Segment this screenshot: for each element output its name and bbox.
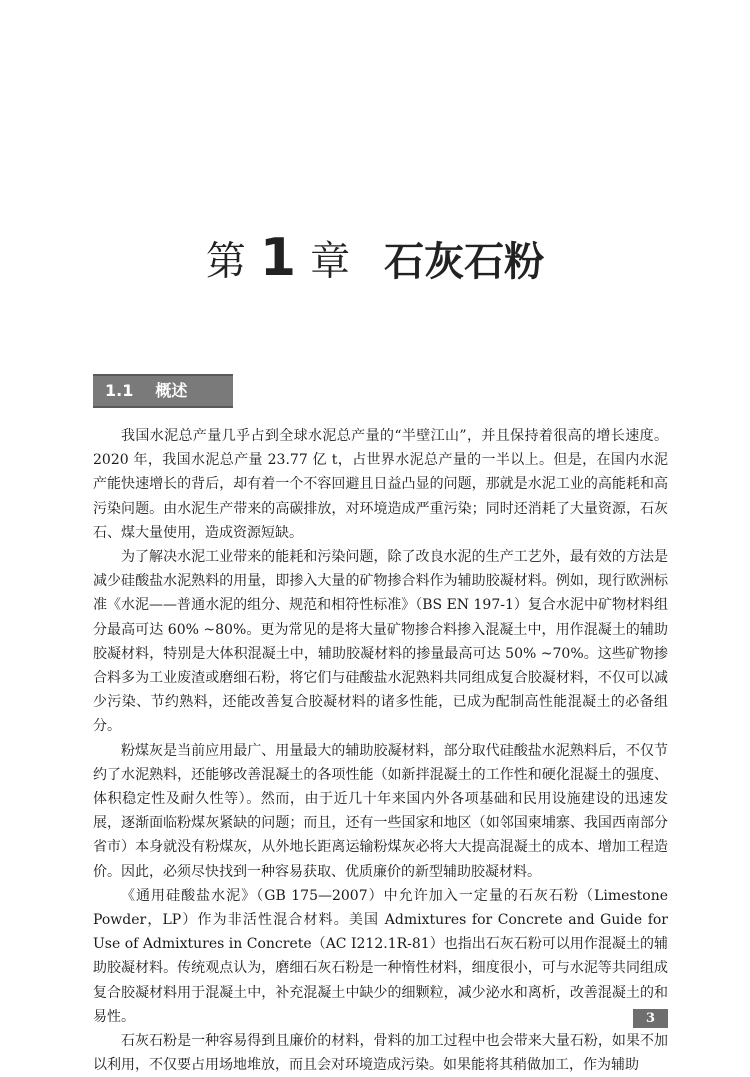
section-number: 1.1 bbox=[105, 381, 134, 400]
paragraph: 我国水泥总产量几乎占到全球水泥总产量的“半壁江山”，并且保持着很高的增长速度。2020 年，我国水泥总产量 23.77 亿 t，占世界水泥总产量的一半以上。但是，在国内水泥产能快速增长的背后，却有着一个不容回避且日益凸显的问题，那就是水泥工业的高能耗和高污染问题。由水泥生产带来的高碳排放，对环境造成严重污染；同时还消耗了大量资源，石灰石、煤大量使用，造成资源短缺。 bbox=[93, 428, 668, 541]
chapter-suffix: 章 bbox=[310, 238, 351, 285]
section-title: 概述 bbox=[155, 381, 188, 400]
chapter-heading bbox=[0, 228, 750, 288]
paragraph: 粉煤灰是当前应用最广、用量最大的辅助胶凝材料，部分取代硅酸盐水泥熟料后，不仅节约了水泥熟料，还能够改善混凝土的各项性能（如新拌混凝土的工作性和硬化混凝土的强度、体积稳定性及耐久性等）。然而，由于近几十年来国内外各项基础和民用设施建设的迅速发展，逐渐面临粉煤灰紧缺的问题；而且，还有一些国家和地区（如邻国柬埔寨、我国西南部分省市）本身就没有粉煤灰，从外地长距离运输粉煤灰必将大大提高混凝土的成本、增加工程造价。因此，必须尽快找到一种容易获取、优质廉价的新型辅助胶凝材料。 bbox=[93, 742, 668, 880]
paragraph: 石灰石粉是一种容易得到且廉价的材料，骨料的加工过程中也会带来大量石粉，如果不加以利用，不仅要占用场地堆放，而且会对环境造成污染。如果能将其稍做加工，作为辅助 bbox=[93, 1033, 668, 1074]
page-number: 3 bbox=[633, 1009, 668, 1028]
paragraph: 为了解决水泥工业带来的能耗和污染问题，除了改良水泥的生产工艺外，最有效的方法是减少硅酸盐水泥熟料的用量，即掺入大量的矿物掺合料作为辅助胶凝材料。例如，现行欧洲标准《水泥——普通水泥的组分、规范和相符性标准》（BS EN 197-1）复合水泥中矿物材料组分最高可达 60% ~80%。更为常见的是将大量矿物掺合料掺入混凝土中，用作混凝土的辅助胶凝材料，特别是大体积混凝土中，辅助胶凝材料的掺量最高可达 50% ~70%。这些矿物掺合料多为工业废渣或磨细石粉，将它们与硅酸盐水泥熟料共同组成复合胶凝材料，不仅可以减少污染、节约熟料，还能改善复合胶凝材料的诸多性能，已成为配制高性能混凝土的必备组分。 bbox=[93, 549, 668, 735]
paragraph: 《通用硅酸盐水泥》（GB 175—2007）中允许加入一定量的石灰石粉（Limestone Powder，LP）作为非活性混合材料。美国 Admixtures for Concrete and Guide for Use of Admixtures in Concrete（AC I212.1R-81）也指出石灰石粉可以用作混凝土的辅助胶凝材料。传统观点认为，磨细石灰石粉是一种惰性材料，细度很小，可与水泥等共同组成复合胶凝材料用于混凝土中，补充混凝土中缺少的细颗粒，减少泌水和离析，改善混凝土的和易性。 bbox=[93, 887, 668, 1025]
chapter-number: 1 bbox=[259, 228, 297, 288]
body-text bbox=[93, 424, 668, 1077]
chapter-title: 石灰石粉 bbox=[384, 238, 545, 285]
chapter-prefix: 第 bbox=[205, 238, 246, 285]
section-heading bbox=[93, 374, 233, 408]
